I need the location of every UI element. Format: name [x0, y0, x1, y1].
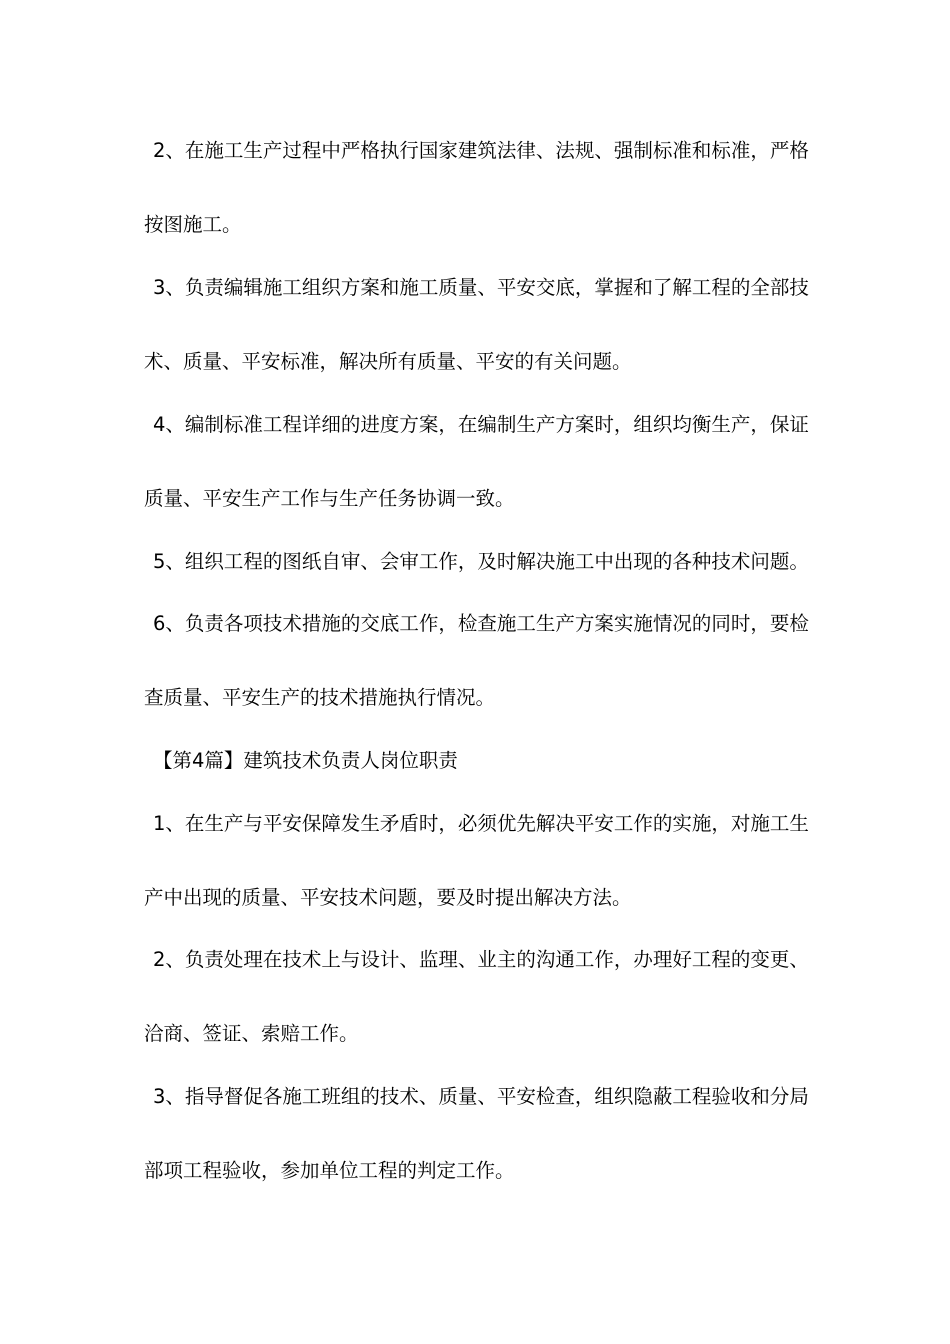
text-line: 产中出现的质量、平安技术问题，要及时提出解决方法。: [144, 886, 632, 909]
text-line: 查质量、平安生产的技术措施执行情况。: [144, 686, 496, 709]
text-line: 按图施工。: [144, 213, 242, 236]
text-line: 部项工程验收，参加单位工程的判定工作。: [144, 1159, 515, 1182]
text-line: 1、在生产与平安保障发生矛盾时，必须优先解决平安工作的实施，对施工生: [153, 812, 809, 835]
text-line: 术、质量、平安标准，解决所有质量、平安的有关问题。: [144, 350, 632, 373]
text-line: 3、负责编辑施工组织方案和施工质量、平安交底，掌握和了解工程的全部技: [153, 276, 809, 299]
text-line: 6、负责各项技术措施的交底工作，检查施工生产方案实施情况的同时，要检: [153, 612, 809, 635]
section-heading: 【第4篇】建筑技术负责人岗位职责: [153, 749, 458, 772]
text-line: 4、编制标准工程详细的进度方案，在编制生产方案时，组织均衡生产，保证: [153, 413, 809, 436]
text-line: 3、指导督促各施工班组的技术、质量、平安检查，组织隐蔽工程验收和分局: [153, 1085, 809, 1108]
text-line: 5、组织工程的图纸自审、会审工作，及时解决施工中出现的各种技术问题。: [153, 550, 809, 573]
text-line: 洽商、签证、索赔工作。: [144, 1022, 359, 1045]
text-line: 质量、平安生产工作与生产任务协调一致。: [144, 487, 515, 510]
text-line: 2、负责处理在技术上与设计、监理、业主的沟通工作，办理好工程的变更、: [153, 948, 809, 971]
text-line: 2、在施工生产过程中严格执行国家建筑法律、法规、强制标准和标准，严格: [153, 139, 809, 162]
